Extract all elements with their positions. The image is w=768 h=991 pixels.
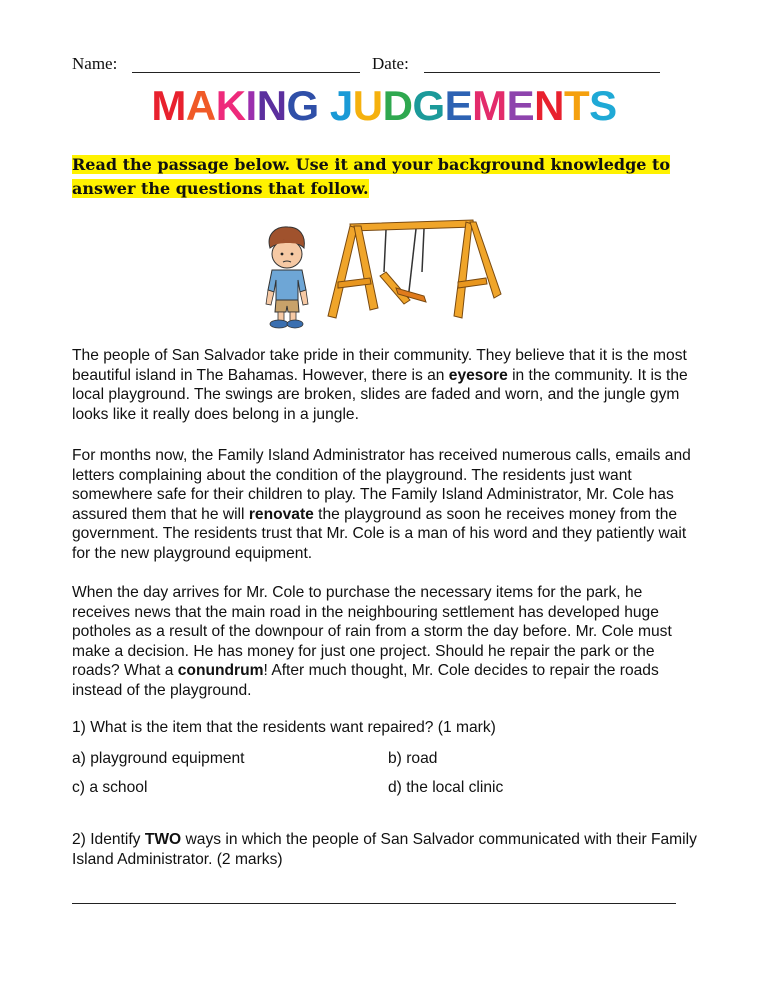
title-letter: I bbox=[245, 82, 257, 129]
title-letter: U bbox=[352, 82, 383, 129]
name-field[interactable] bbox=[132, 72, 360, 73]
passage-text: For months now, the Family Island Administrator has received numerous calls, emails and letters complaining about the condition of the playground. The residents just want somewhere safe for their children to play. The Family Island Administrator, Mr. Cole has assured them that he will bbox=[72, 447, 691, 523]
title-letter: D bbox=[382, 82, 413, 129]
passage-paragraph-1 bbox=[72, 346, 692, 424]
option-d[interactable]: d) the local clinic bbox=[388, 779, 504, 796]
date-label: Date: bbox=[372, 54, 409, 73]
title-letter: N bbox=[256, 82, 287, 129]
title-letter: K bbox=[215, 82, 246, 129]
option-b[interactable]: b) road bbox=[388, 750, 438, 767]
question-2-text: 2) Identify bbox=[72, 831, 145, 848]
title-letter: E bbox=[506, 82, 535, 129]
title-letter: N bbox=[534, 82, 564, 129]
instructions bbox=[72, 153, 672, 201]
title-letter: M bbox=[151, 82, 186, 129]
worksheet-title bbox=[0, 82, 768, 130]
title-letter: E bbox=[444, 82, 473, 129]
title-letter: T bbox=[563, 82, 590, 129]
passage-text: When the day arrives for Mr. Cole to purchase the necessary items for the park, he receives news that the main road in the neighbouring settlement has developed huge potholes as a result of the downpour of rain from a storm the day before. Mr. Cole must make a decision. He has money for just one project. Should he repair the park or the roads? What a bbox=[72, 584, 672, 680]
date-field[interactable] bbox=[424, 72, 660, 73]
passage-text: the playground as soon he receives money from the government. The residents trust that Mr. Cole is a man of his word and they patiently wait for the new playground equipment. bbox=[72, 505, 687, 562]
title-letter: M bbox=[472, 82, 507, 129]
name-label: Name: bbox=[72, 54, 118, 73]
question-2-emphasis: TWO bbox=[144, 831, 182, 848]
passage-text: in the community. It is the local playground. The swings are broken, slides are faded and worn, and the jungle gym looks like it really does belong in a jungle. bbox=[72, 366, 688, 423]
title-letter: G bbox=[412, 82, 445, 129]
title-letter: S bbox=[589, 82, 617, 129]
passage-paragraph-2 bbox=[72, 446, 692, 564]
title-letter: J bbox=[329, 82, 353, 129]
broken-swing-set-icon bbox=[328, 220, 501, 318]
playground-illustration bbox=[258, 212, 508, 330]
passage-paragraph-3 bbox=[72, 583, 692, 701]
vocab-word-eyesore: eyesore bbox=[448, 366, 508, 384]
question-2-text: ways in which the people of San Salvador communicated with their Family Island Administrator. (2 marks) bbox=[72, 831, 697, 868]
option-a[interactable]: a) playground equipment bbox=[72, 750, 245, 767]
title-letter: G bbox=[286, 82, 319, 129]
option-c[interactable]: c) a school bbox=[72, 779, 148, 796]
question-2 bbox=[72, 830, 712, 870]
instructions-line-2: answer the questions that follow. bbox=[72, 179, 369, 198]
title-letter: A bbox=[185, 82, 216, 129]
boy-icon bbox=[266, 227, 308, 328]
name-date-header bbox=[72, 54, 672, 78]
passage-text: ! After much thought, Mr. Cole decides to repair the roads instead of the playground. bbox=[72, 662, 659, 699]
instructions-line-1: Read the passage below. Use it and your background knowledge to bbox=[72, 155, 671, 174]
title-letter bbox=[319, 82, 330, 130]
question-1: 1) What is the item that the residents want repaired? (1 mark) bbox=[72, 719, 496, 736]
vocab-word-conundrum: conundrum bbox=[177, 662, 264, 680]
vocab-word-renovate: renovate bbox=[248, 505, 314, 523]
answer-line[interactable] bbox=[72, 903, 676, 904]
passage-text: The people of San Salvador take pride in their community. They believe that it is the most beautiful island in The Bahamas. However, there is an bbox=[72, 347, 687, 384]
